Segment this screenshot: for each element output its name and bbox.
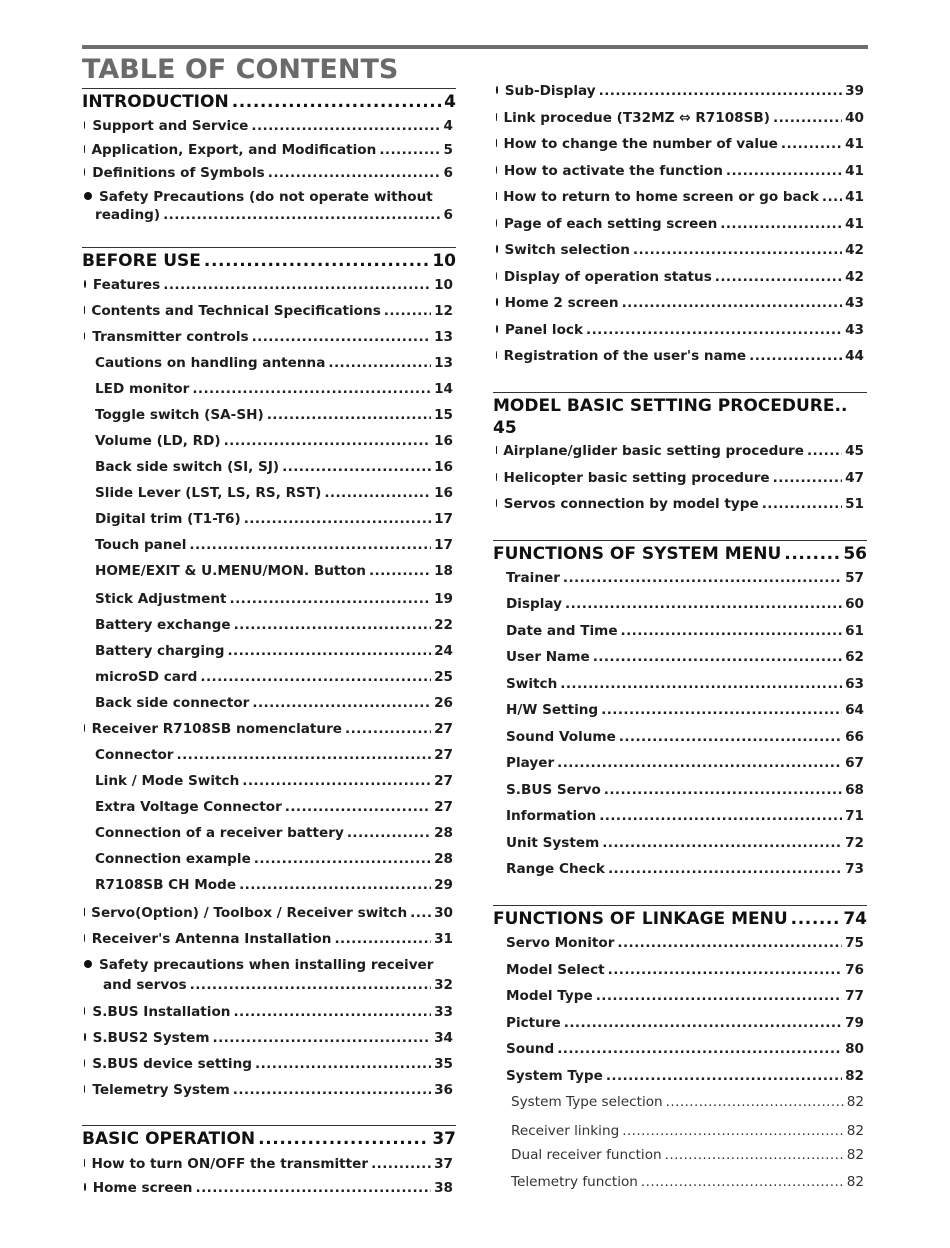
bullet-icon bbox=[84, 280, 86, 288]
toc-entry[interactable] bbox=[496, 469, 864, 487]
toc-entry-page: 43 bbox=[845, 295, 864, 311]
bullet-icon bbox=[496, 272, 497, 280]
toc-entry-page: 28 bbox=[434, 851, 453, 867]
toc-entry-label: Telemetry function bbox=[511, 1174, 638, 1190]
toc-entry-label: Picture bbox=[506, 1015, 561, 1031]
toc-entry-label: Telemetry System bbox=[92, 1082, 230, 1098]
toc-entry-page: 31 bbox=[434, 931, 453, 947]
section-system-menu-page: 56 bbox=[843, 544, 867, 564]
toc-entry-label: reading) bbox=[95, 207, 161, 223]
toc-entry[interactable] bbox=[506, 648, 864, 666]
toc-entry-label: Toggle switch (SA-SH) bbox=[95, 407, 264, 423]
toc-entry[interactable] bbox=[84, 164, 453, 182]
toc-entry[interactable] bbox=[84, 141, 453, 159]
toc-entry[interactable] bbox=[84, 302, 453, 320]
toc-entry-label: Application, Export, and Modification bbox=[91, 142, 377, 158]
toc-entry-page: 72 bbox=[845, 835, 864, 851]
toc-entry-label: Switch bbox=[506, 676, 558, 692]
toc-entry-label: System Type selection bbox=[511, 1094, 663, 1110]
toc-entry-label: Definitions of Symbols bbox=[92, 165, 265, 181]
toc-entry-page: 64 bbox=[845, 702, 864, 718]
toc-entry-page: 24 bbox=[434, 643, 453, 659]
toc-entry[interactable] bbox=[84, 1155, 453, 1173]
toc-entry-page: 27 bbox=[434, 721, 453, 737]
toc-entry[interactable] bbox=[506, 1014, 864, 1032]
toc-entry-label: Helicopter basic setting procedure bbox=[503, 470, 770, 486]
toc-entry-page: 82 bbox=[846, 1123, 864, 1139]
toc-entry[interactable] bbox=[95, 616, 453, 634]
bullet-icon bbox=[84, 934, 85, 942]
toc-entry-page: 14 bbox=[434, 381, 453, 397]
toc-entry-label: and servos bbox=[103, 977, 187, 993]
toc-entry-page: 16 bbox=[434, 485, 453, 501]
toc-entry-label: Servos connection by model type bbox=[503, 496, 759, 512]
toc-entry[interactable] bbox=[506, 1067, 864, 1085]
toc-entry[interactable] bbox=[506, 807, 864, 825]
toc-entry-page: 43 bbox=[845, 322, 864, 338]
toc-entry-page: 27 bbox=[434, 747, 453, 763]
toc-entry-page: 71 bbox=[845, 808, 864, 824]
toc-entry-label: Slide Lever (LST, LS, RS, RST) bbox=[95, 485, 322, 501]
toc-entry-page: 27 bbox=[434, 773, 453, 789]
toc-entry-page: 80 bbox=[845, 1041, 864, 1057]
toc-entry-page: 25 bbox=[434, 669, 453, 685]
toc-entry-page: 16 bbox=[434, 459, 453, 475]
toc-entry[interactable] bbox=[95, 484, 453, 502]
toc-entry-page: 82 bbox=[845, 1068, 864, 1084]
toc-entry[interactable] bbox=[95, 380, 453, 398]
toc-entry[interactable] bbox=[95, 458, 453, 476]
toc-entry-label: Receiver's Antenna Installation bbox=[91, 931, 332, 947]
toc-entry-label: Contents and Technical Specifications bbox=[91, 303, 381, 319]
toc-entry-label: Servo Monitor bbox=[506, 935, 615, 951]
bullet-icon bbox=[84, 960, 92, 968]
toc-entry-page: 34 bbox=[434, 1030, 453, 1046]
toc-entry[interactable] bbox=[506, 701, 864, 719]
toc-entry-page: 61 bbox=[845, 623, 864, 639]
toc-entry-label: Receiver linking bbox=[511, 1123, 620, 1139]
toc-entry-label: HOME/EXIT & U.MENU/MON. Button bbox=[95, 563, 366, 579]
toc-entry[interactable] bbox=[506, 595, 864, 613]
section-before-use[interactable] bbox=[82, 247, 456, 272]
toc-entry-page: 41 bbox=[845, 189, 864, 205]
bullet-icon bbox=[496, 245, 498, 253]
toc-entry[interactable] bbox=[496, 162, 864, 180]
toc-entry-page: 67 bbox=[845, 755, 864, 771]
bullet-icon bbox=[496, 219, 497, 227]
section-basic-operation-label: BASIC OPERATION bbox=[82, 1129, 256, 1149]
toc-entry-label: S.BUS Servo bbox=[506, 782, 601, 798]
toc-entry-page: 18 bbox=[434, 563, 453, 579]
toc-entry-label: Display bbox=[506, 596, 563, 612]
toc-entry-page: 42 bbox=[845, 269, 864, 285]
bullet-icon bbox=[496, 113, 497, 121]
toc-entry-label: Digital trim (T1-T6) bbox=[95, 511, 241, 527]
toc-entry[interactable] bbox=[506, 961, 864, 979]
bullet-icon bbox=[496, 499, 497, 507]
toc-entry-label: Cautions on handling antenna bbox=[95, 355, 326, 371]
toc-entry-page: 44 bbox=[845, 348, 864, 364]
toc-entry[interactable] bbox=[84, 1003, 453, 1021]
toc-entry[interactable] bbox=[506, 622, 864, 640]
bullet-icon bbox=[84, 1183, 86, 1191]
toc-entry[interactable] bbox=[95, 876, 453, 894]
toc-entry[interactable] bbox=[511, 1122, 864, 1140]
toc-entry-page: 30 bbox=[434, 905, 453, 921]
toc-entry-page: 82 bbox=[846, 1147, 864, 1163]
toc-entry[interactable] bbox=[95, 562, 453, 580]
bullet-icon bbox=[496, 166, 497, 174]
toc-entry-label: Model Select bbox=[506, 962, 605, 978]
toc-entry-page: 41 bbox=[845, 216, 864, 232]
section-linkage-menu-page: 74 bbox=[843, 909, 867, 929]
toc-entry[interactable] bbox=[95, 850, 453, 868]
toc-entry-label: User Name bbox=[506, 649, 590, 665]
toc-entry[interactable] bbox=[496, 241, 864, 259]
toc-entry-page: 41 bbox=[845, 163, 864, 179]
toc-entry[interactable] bbox=[511, 1093, 864, 1111]
toc-entry-label: Page of each setting screen bbox=[503, 216, 718, 232]
toc-entry-label: Connection of a receiver battery bbox=[95, 825, 344, 841]
section-linkage-menu[interactable] bbox=[493, 905, 867, 930]
toc-entry-page: 41 bbox=[845, 136, 864, 152]
toc-entry-page: 12 bbox=[434, 303, 453, 319]
toc-entry[interactable] bbox=[496, 268, 864, 286]
toc-entry[interactable] bbox=[95, 510, 453, 528]
toc-entry-label: Transmitter controls bbox=[92, 329, 249, 345]
toc-entry-page: 47 bbox=[845, 470, 864, 486]
toc-entry[interactable] bbox=[95, 824, 453, 842]
toc-entry-label: S.BUS Installation bbox=[92, 1004, 231, 1020]
toc-entry-page: 13 bbox=[434, 329, 453, 345]
toc-entry-label: Switch selection bbox=[504, 242, 630, 258]
toc-entry-label: System Type bbox=[506, 1068, 603, 1084]
toc-entry-page: 45 bbox=[845, 443, 864, 459]
toc-entry-page: 33 bbox=[434, 1004, 453, 1020]
toc-entry-page: 66 bbox=[845, 729, 864, 745]
toc-entry-label: Link / Mode Switch bbox=[95, 773, 240, 789]
toc-entry[interactable] bbox=[506, 728, 864, 746]
toc-entry[interactable] bbox=[506, 754, 864, 772]
toc-entry-page: 76 bbox=[845, 962, 864, 978]
bullet-icon bbox=[496, 86, 498, 94]
toc-entry[interactable] bbox=[95, 798, 453, 816]
toc-entry-page: 17 bbox=[434, 537, 453, 553]
toc-entry-page: 29 bbox=[434, 877, 453, 893]
toc-entry[interactable] bbox=[506, 781, 864, 799]
section-model-basic[interactable] bbox=[493, 392, 867, 439]
bullet-icon bbox=[84, 724, 85, 732]
toc-entry-page: 39 bbox=[845, 83, 864, 99]
toc-entry-label: How to change the number of value bbox=[503, 136, 778, 152]
toc-entry[interactable] bbox=[84, 1055, 453, 1073]
toc-entry-page: 40 bbox=[845, 110, 864, 126]
toc-entry-page: 42 bbox=[845, 242, 864, 258]
section-before-use-label: BEFORE USE bbox=[82, 251, 201, 271]
toc-entry[interactable] bbox=[496, 82, 864, 100]
toc-entry-label: How to activate the function bbox=[503, 163, 723, 179]
toc-entry-label: Receiver R7108SB nomenclature bbox=[91, 721, 343, 737]
toc-entry[interactable] bbox=[95, 432, 453, 450]
bullet-icon bbox=[84, 121, 85, 129]
toc-entry-label-line1: Safety Precautions (do not operate without bbox=[84, 188, 433, 206]
toc-entry[interactable] bbox=[95, 206, 453, 224]
toc-entry[interactable] bbox=[506, 1040, 864, 1058]
toc-entry[interactable] bbox=[496, 109, 864, 127]
section-system-menu-label: FUNCTIONS OF SYSTEM MENU bbox=[493, 544, 782, 564]
toc-entry-label: Airplane/glider basic setting procedure bbox=[503, 443, 804, 459]
toc-entry-label: H/W Setting bbox=[506, 702, 599, 718]
toc-entry-page: 6 bbox=[443, 165, 453, 181]
toc-entry[interactable] bbox=[84, 276, 453, 294]
toc-entry[interactable] bbox=[496, 215, 864, 233]
toc-entry-label: How to turn ON/OFF the transmitter bbox=[91, 1156, 369, 1172]
toc-entry-page: 17 bbox=[434, 511, 453, 527]
toc-entry-label: Volume (LD, RD) bbox=[95, 433, 221, 449]
toc-entry-page: 5 bbox=[443, 142, 453, 158]
toc-entry[interactable] bbox=[95, 694, 453, 712]
toc-entry[interactable] bbox=[103, 976, 453, 994]
toc-entry-label: Support and Service bbox=[92, 118, 249, 134]
toc-entry[interactable] bbox=[95, 642, 453, 660]
toc-entry[interactable] bbox=[506, 675, 864, 693]
toc-entry-label: Extra Voltage Connector bbox=[95, 799, 282, 815]
toc-entry[interactable] bbox=[496, 321, 864, 339]
toc-entry[interactable] bbox=[496, 347, 864, 365]
toc-entry[interactable] bbox=[506, 987, 864, 1005]
toc-entry-label: Dual receiver function bbox=[511, 1147, 662, 1163]
bullet-icon bbox=[84, 1033, 86, 1041]
toc-entry-page: 57 bbox=[845, 570, 864, 586]
toc-entry[interactable] bbox=[95, 406, 453, 424]
toc-entry-label: Sound bbox=[506, 1041, 555, 1057]
toc-entry-page: 38 bbox=[434, 1180, 453, 1196]
toc-entry[interactable] bbox=[95, 590, 453, 608]
bullet-icon bbox=[84, 1059, 85, 1067]
toc-entry[interactable] bbox=[84, 1179, 453, 1197]
section-system-menu[interactable] bbox=[493, 540, 867, 565]
bullet-icon bbox=[84, 332, 85, 340]
toc-entry-page: 77 bbox=[845, 988, 864, 1004]
toc-entry-label: R7108SB CH Mode bbox=[95, 877, 237, 893]
toc-entry-page: 63 bbox=[845, 676, 864, 692]
toc-entry-label: Panel lock bbox=[504, 322, 584, 338]
toc-entry[interactable] bbox=[506, 569, 864, 587]
toc-entry[interactable] bbox=[84, 328, 453, 346]
toc-entry-label: Range Check bbox=[506, 861, 605, 877]
toc-entry[interactable] bbox=[84, 1029, 453, 1047]
bullet-icon bbox=[496, 298, 498, 306]
toc-entry-label: Date and Time bbox=[506, 623, 618, 639]
toc-entry-label: Sub-Display bbox=[504, 83, 596, 99]
toc-entry-label-line1: Safety precautions when installing receiver bbox=[84, 956, 433, 974]
section-introduction-page: 4 bbox=[444, 92, 456, 112]
toc-entry-label: Stick Adjustment bbox=[95, 591, 227, 607]
toc-entry-label: Connector bbox=[95, 747, 174, 763]
toc-entry-label: S.BUS device setting bbox=[92, 1056, 252, 1072]
toc-entry[interactable] bbox=[84, 117, 453, 135]
toc-entry[interactable] bbox=[95, 772, 453, 790]
toc-entry-label: Back side connector bbox=[95, 695, 250, 711]
toc-entry-label: microSD card bbox=[95, 669, 198, 685]
toc-entry[interactable] bbox=[506, 934, 864, 952]
toc-entry-label: Touch panel bbox=[95, 537, 187, 553]
toc-entry[interactable] bbox=[84, 1081, 453, 1099]
section-introduction-label: INTRODUCTION bbox=[82, 92, 229, 112]
toc-entry-page: 60 bbox=[845, 596, 864, 612]
section-model-basic-page: 45 bbox=[493, 418, 517, 438]
toc-entry-page: 35 bbox=[434, 1056, 453, 1072]
bullet-icon bbox=[84, 192, 92, 200]
bullet-icon bbox=[84, 1007, 85, 1015]
toc-entry-label: Connection example bbox=[95, 851, 251, 867]
toc-entry-page: 10 bbox=[434, 277, 453, 293]
toc-entry-label: Battery charging bbox=[95, 643, 225, 659]
toc-entry[interactable] bbox=[511, 1173, 864, 1191]
toc-entry-page: 16 bbox=[434, 433, 453, 449]
bullet-icon bbox=[84, 1085, 85, 1093]
toc-entry-label: Model Type bbox=[506, 988, 593, 1004]
section-basic-operation-page: 37 bbox=[432, 1129, 456, 1149]
section-introduction[interactable] bbox=[82, 88, 456, 113]
toc-entry-page: 19 bbox=[434, 591, 453, 607]
toc-entry[interactable] bbox=[84, 930, 453, 948]
toc-entry-page: 68 bbox=[845, 782, 864, 798]
toc-entry-label: Trainer bbox=[506, 570, 560, 586]
toc-entry[interactable] bbox=[95, 746, 453, 764]
toc-entry-page: 28 bbox=[434, 825, 453, 841]
toc-entry-label: Display of operation status bbox=[503, 269, 712, 285]
toc-entry[interactable] bbox=[95, 354, 453, 372]
toc-entry-page: 4 bbox=[443, 118, 453, 134]
toc-entry[interactable] bbox=[496, 135, 864, 153]
bullet-icon bbox=[496, 473, 497, 481]
toc-entry-label: Information bbox=[506, 808, 597, 824]
toc-entry[interactable] bbox=[506, 834, 864, 852]
toc-entry-page: 32 bbox=[434, 977, 453, 993]
toc-entry[interactable] bbox=[95, 536, 453, 554]
toc-entry-label: Player bbox=[506, 755, 555, 771]
bullet-icon bbox=[84, 168, 85, 176]
toc-entry[interactable] bbox=[84, 720, 453, 738]
toc-entry[interactable] bbox=[84, 904, 453, 922]
toc-entry[interactable] bbox=[496, 442, 864, 460]
toc-entry-page: 82 bbox=[846, 1094, 864, 1110]
toc-entry-page: 15 bbox=[434, 407, 453, 423]
toc-entry-page: 27 bbox=[434, 799, 453, 815]
toc-entry-page: 26 bbox=[434, 695, 453, 711]
toc-entry-page: 37 bbox=[434, 1156, 453, 1172]
page-title: TABLE OF CONTENTS bbox=[82, 54, 399, 85]
toc-entry-page: 13 bbox=[434, 355, 453, 371]
toc-entry[interactable] bbox=[496, 294, 864, 312]
toc-entry-label: Back side switch (SI, SJ) bbox=[95, 459, 280, 475]
toc-entry-label: Sound Volume bbox=[506, 729, 616, 745]
section-linkage-menu-label: FUNCTIONS OF LINKAGE MENU bbox=[493, 909, 788, 929]
toc-entry-label: Home screen bbox=[92, 1180, 193, 1196]
toc-entry-label: Unit System bbox=[506, 835, 600, 851]
bullet-icon bbox=[496, 325, 498, 333]
bullet-icon bbox=[496, 351, 497, 359]
toc-entry-page: 82 bbox=[846, 1174, 864, 1190]
toc-entry-page: 79 bbox=[845, 1015, 864, 1031]
toc-entry-label: Servo(Option) / Toolbox / Receiver switch bbox=[91, 905, 408, 921]
toc-entry-label: Home 2 screen bbox=[504, 295, 619, 311]
toc-entry-label: LED monitor bbox=[95, 381, 190, 397]
toc-entry-label: Features bbox=[92, 277, 161, 293]
toc-entry-page: 62 bbox=[845, 649, 864, 665]
toc-entry-label: How to return to home screen or go back bbox=[503, 189, 819, 205]
toc-entry[interactable] bbox=[506, 860, 864, 878]
toc-entry-label: Link procedue (T32MZ ⇔ R7108SB) bbox=[503, 110, 770, 126]
section-before-use-page: 10 bbox=[432, 251, 456, 271]
toc-entry-page: 51 bbox=[845, 496, 864, 512]
toc-entry-page: 36 bbox=[434, 1082, 453, 1098]
toc-entry-page: 75 bbox=[845, 935, 864, 951]
toc-entry[interactable] bbox=[95, 668, 453, 686]
top-rule bbox=[82, 45, 868, 49]
toc-entry[interactable] bbox=[496, 495, 864, 513]
toc-entry-page: 6 bbox=[443, 207, 453, 223]
toc-entry-page: 22 bbox=[434, 617, 453, 633]
section-basic-operation[interactable] bbox=[82, 1125, 456, 1150]
toc-entry[interactable] bbox=[511, 1146, 864, 1164]
toc-entry-label: S.BUS2 System bbox=[92, 1030, 210, 1046]
toc-entry-label: Battery exchange bbox=[95, 617, 231, 633]
toc-entry[interactable] bbox=[496, 188, 864, 206]
toc-entry-page: 73 bbox=[845, 861, 864, 877]
section-model-basic-label: MODEL BASIC SETTING PROCEDURE.. bbox=[493, 396, 848, 416]
toc-entry-label: Registration of the user's name bbox=[503, 348, 747, 364]
